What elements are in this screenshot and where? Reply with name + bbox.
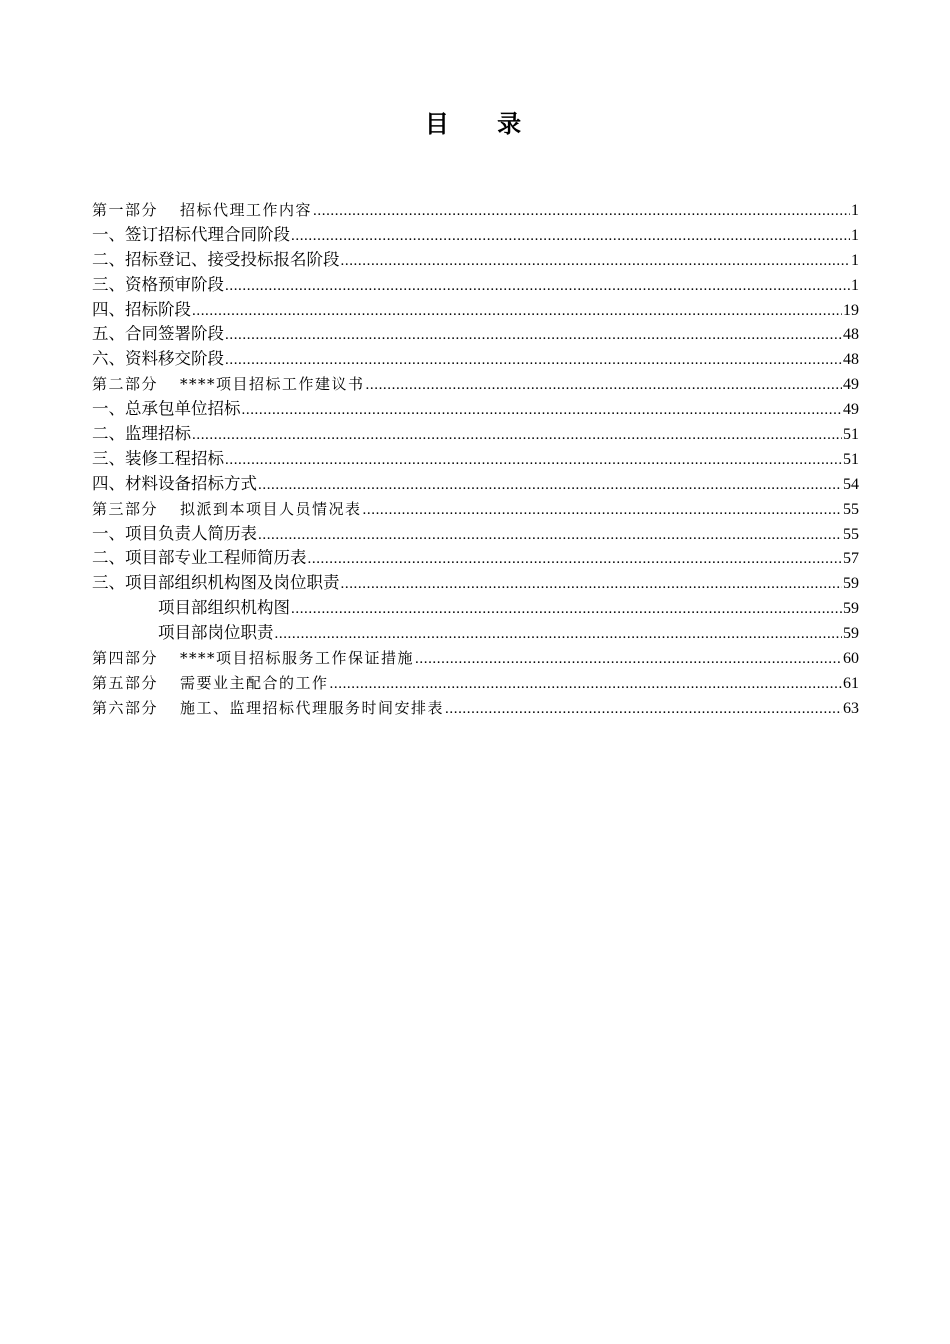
toc-dot-leader: [313, 199, 850, 224]
toc-page-number: 59: [843, 575, 859, 593]
toc-page-number: 48: [843, 326, 859, 344]
toc-entry[interactable]: [92, 497, 859, 522]
toc-dot-leader: [225, 274, 850, 299]
toc-dot-leader: [225, 448, 842, 473]
toc-entry-label: [92, 372, 365, 397]
toc-page-number: 60: [843, 650, 859, 668]
toc-entry[interactable]: [92, 621, 859, 646]
toc-page-number: 49: [843, 401, 859, 419]
toc-entry[interactable]: [92, 372, 859, 397]
toc-dot-leader: [366, 373, 842, 398]
toc-page-number: 1: [851, 276, 859, 294]
toc-entry[interactable]: [92, 273, 859, 298]
toc-dot-leader: [445, 697, 842, 722]
toc-entry[interactable]: [92, 397, 859, 422]
toc-entry-label: [92, 198, 312, 223]
toc-page-number: 51: [843, 426, 859, 444]
toc-entry[interactable]: [92, 322, 859, 347]
toc-part-title: ****项目招标工作建议书: [180, 375, 365, 394]
toc-part-title: 需要业主配合的工作: [180, 673, 329, 692]
toc-page-number: 57: [843, 550, 859, 568]
toc-part-number: 第六部分: [92, 698, 159, 717]
toc-page-number: 49: [843, 376, 859, 394]
toc-entry-label: [92, 248, 340, 273]
toc-page-number: 63: [843, 699, 859, 717]
toc-entry-label: [92, 422, 191, 447]
toc-page-number: 19: [843, 301, 859, 319]
toc-entry[interactable]: [92, 522, 859, 547]
toc-entry[interactable]: [92, 298, 859, 323]
toc-page-number: 48: [843, 351, 859, 369]
toc-dot-leader: [341, 249, 851, 274]
toc-entry[interactable]: [92, 422, 859, 447]
toc-entry[interactable]: [92, 596, 859, 621]
toc-page-number: 1: [851, 226, 859, 244]
toc-entry[interactable]: [92, 671, 859, 696]
toc-entry-label: [92, 571, 340, 596]
toc-page-number: 1: [851, 251, 859, 269]
toc-section-title: 一、总承包单位招标: [92, 399, 241, 419]
toc-section-title: 四、招标阶段: [92, 299, 191, 319]
toc-page-number: 59: [843, 625, 859, 643]
toc-section-title: 项目部组织机构图: [158, 598, 290, 618]
toc-dot-leader: [330, 672, 842, 697]
toc-dot-leader: [275, 622, 843, 647]
toc-dot-leader: [341, 572, 843, 597]
toc-entry-label: [92, 273, 224, 298]
toc-page-number: 55: [843, 500, 859, 518]
toc-entry-label: [92, 223, 290, 248]
toc-entry[interactable]: [92, 223, 859, 248]
toc-entry-label: [92, 447, 224, 472]
toc-part-number: 第一部分: [92, 201, 159, 219]
toc-dot-leader: [192, 299, 842, 324]
toc-dot-leader: [258, 523, 842, 548]
toc-entry-label: [92, 497, 362, 522]
toc-entry[interactable]: [92, 347, 859, 372]
toc-section-title: 二、监理招标: [92, 424, 191, 444]
toc-entry[interactable]: [92, 696, 859, 721]
toc-page-number: 61: [843, 674, 859, 692]
toc-entry-label: [92, 671, 329, 696]
toc-page-number: 54: [843, 475, 859, 493]
toc-section-title: 五、合同签署阶段: [92, 324, 224, 344]
toc-entry[interactable]: [92, 248, 859, 273]
toc-entry[interactable]: [92, 447, 859, 472]
toc-entry-label: [158, 621, 274, 646]
toc-part-title: 拟派到本项目人员情况表: [180, 499, 362, 518]
toc-part-number: 第二部分: [92, 375, 159, 394]
toc-entry-label: [158, 596, 290, 621]
toc-dot-leader: [363, 498, 842, 523]
toc-dot-leader: [308, 547, 843, 572]
table-of-contents: [92, 198, 859, 721]
toc-section-title: 项目部岗位职责: [158, 623, 274, 643]
toc-entry-label: [92, 347, 224, 372]
toc-entry[interactable]: [92, 571, 859, 596]
toc-part-title: ****项目招标服务工作保证措施: [180, 649, 415, 668]
toc-dot-leader: [192, 423, 842, 448]
toc-part-number: 第四部分: [92, 649, 159, 668]
toc-entry-label: [92, 298, 191, 323]
toc-part-title: 施工、监理招标代理服务时间安排表: [180, 698, 445, 717]
toc-dot-leader: [291, 597, 842, 622]
toc-entry-label: [92, 546, 307, 571]
toc-entry[interactable]: [92, 546, 859, 571]
toc-dot-leader: [258, 473, 842, 498]
toc-section-title: 四、材料设备招标方式: [92, 473, 257, 493]
toc-section-title: 二、项目部专业工程师简历表: [92, 548, 307, 568]
toc-dot-leader: [415, 647, 842, 672]
toc-section-title: 一、项目负责人简历表: [92, 523, 257, 543]
toc-section-title: 三、装修工程招标: [92, 448, 224, 468]
toc-page-number: 51: [843, 450, 859, 468]
toc-page-number: 55: [843, 525, 859, 543]
toc-entry-label: [92, 522, 257, 547]
toc-entry-label: [92, 696, 444, 721]
toc-entry[interactable]: [92, 198, 859, 223]
toc-dot-leader: [225, 348, 842, 373]
toc-dot-leader: [242, 398, 843, 423]
toc-part-title: 招标代理工作内容: [180, 201, 313, 219]
toc-entry[interactable]: [92, 472, 859, 497]
toc-page-number: 59: [843, 600, 859, 618]
toc-section-title: 六、资料移交阶段: [92, 349, 224, 369]
toc-title: 目 录: [424, 110, 542, 138]
toc-entry-label: [92, 646, 414, 671]
toc-entry-label: [92, 397, 241, 422]
toc-part-number: 第五部分: [92, 673, 159, 692]
toc-section-title: 二、招标登记、接受投标报名阶段: [92, 249, 340, 269]
toc-section-title: 一、签订招标代理合同阶段: [92, 224, 290, 244]
toc-entry[interactable]: [92, 646, 859, 671]
toc-dot-leader: [225, 323, 842, 348]
toc-part-number: 第三部分: [92, 499, 159, 518]
toc-entry-label: [92, 322, 224, 347]
toc-section-title: 三、资格预审阶段: [92, 274, 224, 294]
toc-page-number: 1: [851, 202, 859, 219]
toc-section-title: 三、项目部组织机构图及岗位职责: [92, 573, 340, 593]
toc-dot-leader: [291, 224, 850, 249]
toc-entry-label: [92, 472, 257, 497]
